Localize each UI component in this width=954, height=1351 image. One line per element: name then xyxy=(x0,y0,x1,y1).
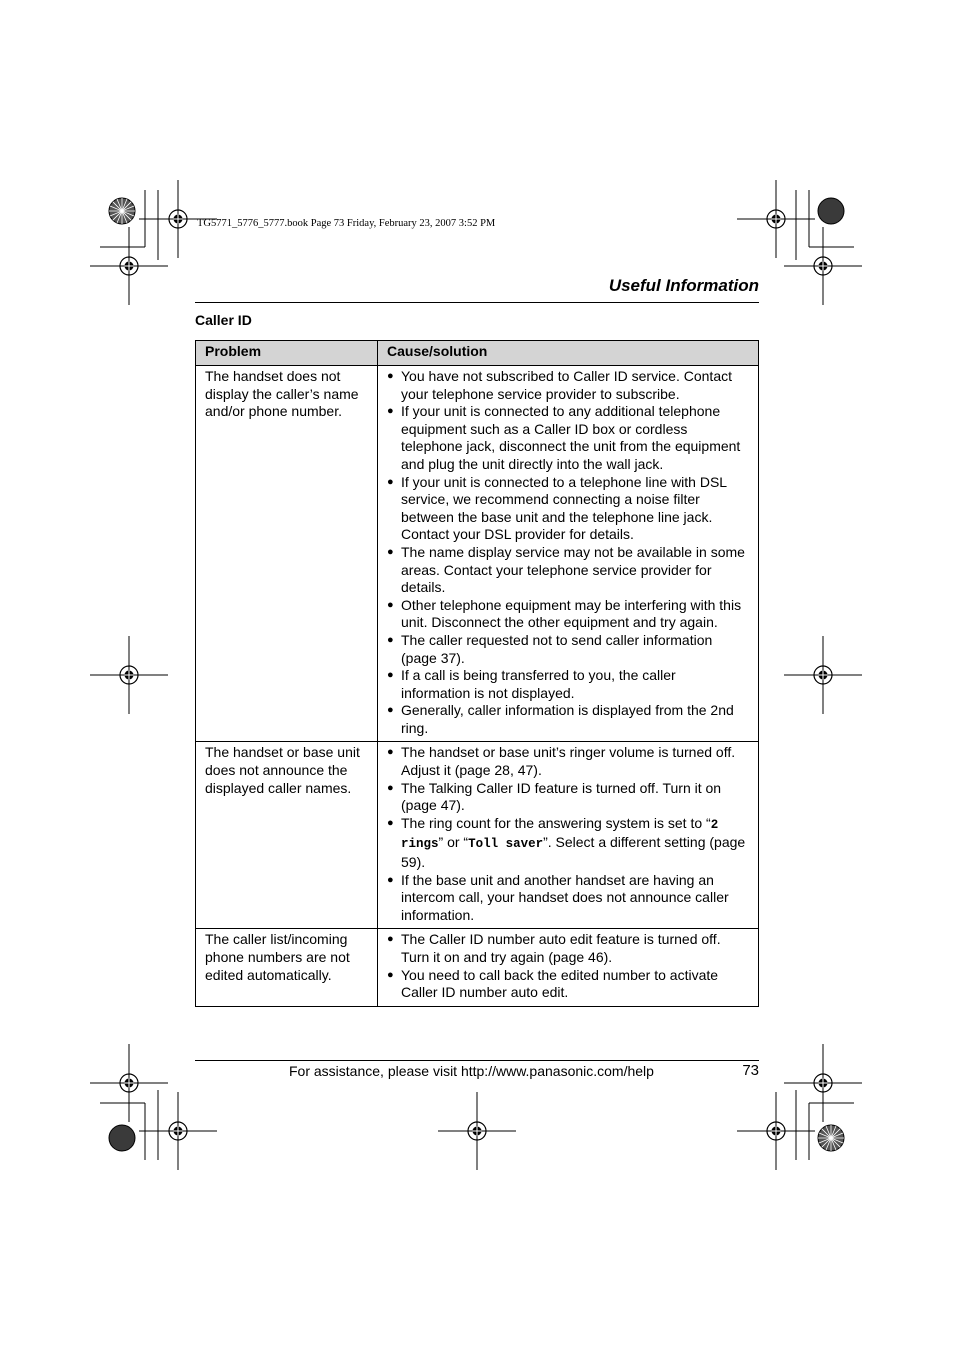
list-item: ● The ring count for the answering system is set to “2 rings” or “Toll saver”. Select a different setting (page 59). xyxy=(387,814,746,871)
bullet-icon: ● xyxy=(387,781,394,794)
list-item: ● If a call is being transferred to you, the caller information is not displayed. xyxy=(387,667,676,701)
table-header-row xyxy=(196,341,759,366)
troubleshooting-table xyxy=(195,340,759,1007)
bullet-icon: ● xyxy=(387,873,394,886)
list-item: ● If the base unit and another handset are having an intercom call, your handset does not announce caller information. xyxy=(387,871,729,923)
footer-assistance-text: For assistance, please visit http://www.panasonic.com/help xyxy=(289,1063,654,1079)
solution-cell xyxy=(378,742,759,929)
problem-cell: The caller list/incoming phone numbers are not edited automatically. xyxy=(196,929,378,1006)
list-item: ● The caller requested not to send caller information (page 37). xyxy=(387,631,713,666)
bullet-icon: ● xyxy=(387,816,394,829)
column-header-problem: Problem xyxy=(196,341,378,366)
list-item: ● You need to call back the edited number to activate Caller ID number auto edit. xyxy=(387,966,719,1001)
section-title: Caller ID xyxy=(195,312,252,328)
bullet-icon: ● xyxy=(387,475,394,488)
table-row xyxy=(196,929,759,1006)
bullet-icon: ● xyxy=(387,968,394,981)
problem-cell: The handset or base unit does not announce the displayed caller names. xyxy=(196,742,378,929)
bullet-icon: ● xyxy=(387,933,394,946)
table-row xyxy=(196,742,759,929)
list-item: ● The Caller ID number auto edit feature is turned off. Turn it on and try again (page 46). xyxy=(387,931,721,965)
list-item: ● The handset or base unit’s ringer volume is turned off. Adjust it (page 28, 47). xyxy=(387,744,736,779)
bullet-icon: ● xyxy=(387,370,394,382)
footer-divider xyxy=(195,1060,759,1061)
bullet-icon: ● xyxy=(387,633,394,646)
table-row xyxy=(196,366,759,742)
list-item: ● Other telephone equipment may be interfering with this unit. Disconnect the other equipment and try again. xyxy=(387,596,742,631)
setting-option: 2 rings xyxy=(401,817,719,852)
bullet-icon: ● xyxy=(387,704,394,717)
list-item: ● If your unit is connected to a telephone line with DSL service, we recommend connecting a noise filter between the base unit and the telephone line jack. Contact your DSL provider for details. xyxy=(387,473,727,543)
solution-cell xyxy=(378,366,759,742)
page-header-title: Useful Information xyxy=(608,276,759,295)
bullet-icon: ● xyxy=(387,405,394,418)
list-item: ● If your unit is connected to any additional telephone equipment such as a Caller ID box or cordless telephone jack, disconnect the unit from the equipment and plug the unit directly into the wall jack. xyxy=(387,403,741,472)
list-item: ● The Talking Caller ID feature is turned off. Turn it on (page 47). xyxy=(387,779,722,814)
list-item: ● The name display service may not be available in some areas. Contact your telephone service provider for details. xyxy=(387,543,745,596)
bullet-icon: ● xyxy=(387,746,394,759)
page-number: 73 xyxy=(742,1062,759,1079)
column-header-solution: Cause/solution xyxy=(378,341,759,366)
list-item: ● Generally, caller information is displayed from the 2nd ring. xyxy=(387,702,734,736)
bullet-icon: ● xyxy=(387,669,394,682)
list-item: ● You have not subscribed to Caller ID service. Contact your telephone service provider to subscribe. xyxy=(387,368,732,402)
setting-option: Toll saver xyxy=(468,837,544,852)
bullet-icon: ● xyxy=(387,545,394,558)
print-info: TG5771_5776_5777.book Page 73 Friday, February 23, 2007 3:52 PM xyxy=(197,218,496,229)
problem-cell: The handset does not display the caller’s name and/or phone number. xyxy=(196,366,378,742)
header-divider xyxy=(195,302,759,303)
solution-cell xyxy=(378,929,759,1006)
bullet-icon: ● xyxy=(387,598,394,611)
